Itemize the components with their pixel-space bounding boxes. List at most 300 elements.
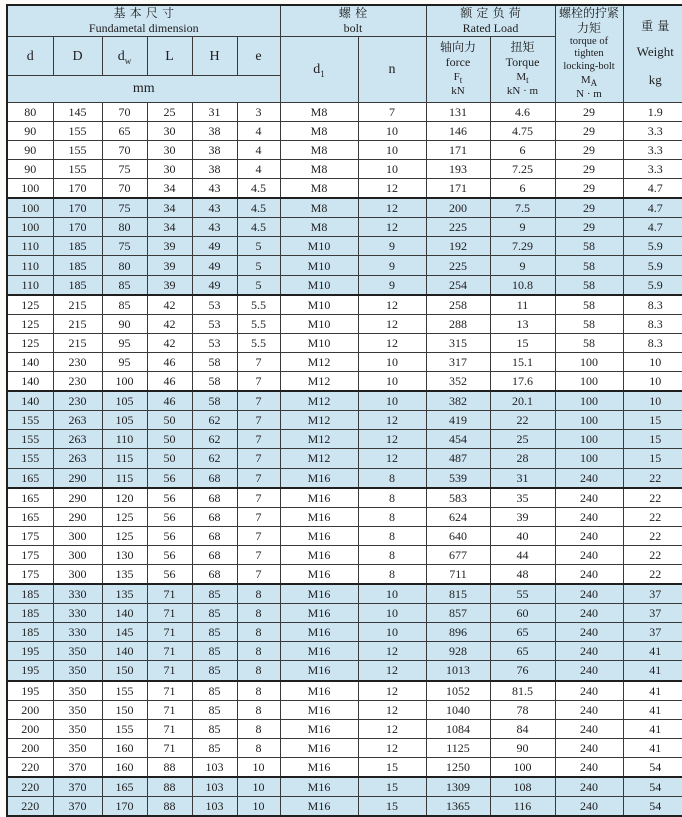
- cell-n: 8: [358, 545, 426, 564]
- header-group-bolt: [280, 5, 426, 37]
- cell-H: 62: [192, 449, 237, 468]
- cell-torque: 22: [490, 411, 555, 430]
- cell-H: 85: [192, 584, 237, 604]
- cell-locking_torque: 240: [555, 797, 623, 817]
- load-title-zh: 额定负荷: [428, 6, 554, 21]
- cell-d: 110: [7, 275, 53, 295]
- cell-locking_torque: 240: [555, 642, 623, 661]
- cell-dw: 70: [102, 140, 147, 159]
- cell-dw: 140: [102, 642, 147, 661]
- cell-n: 8: [358, 468, 426, 488]
- cell-d1: M16: [280, 681, 358, 701]
- table-row: [7, 430, 682, 449]
- cell-d: 175: [7, 526, 53, 545]
- cell-e: 8: [237, 719, 280, 738]
- cell-torque: 7.25: [490, 160, 555, 179]
- cell-e: 8: [237, 642, 280, 661]
- cell-force: 258: [426, 295, 490, 315]
- cell-D: 350: [53, 738, 102, 757]
- cell-dw: 85: [102, 275, 147, 295]
- cell-n: 12: [358, 314, 426, 333]
- cell-torque: 40: [490, 526, 555, 545]
- cell-d1: M16: [280, 777, 358, 797]
- cell-n: 12: [358, 661, 426, 681]
- cell-L: 50: [147, 411, 192, 430]
- cell-L: 88: [147, 797, 192, 817]
- cell-H: 103: [192, 757, 237, 777]
- cell-locking_torque: 240: [555, 757, 623, 777]
- cell-H: 58: [192, 391, 237, 411]
- cell-locking_torque: 100: [555, 449, 623, 468]
- cell-H: 85: [192, 642, 237, 661]
- cell-D: 370: [53, 757, 102, 777]
- cell-d1: M16: [280, 468, 358, 488]
- cell-d: 140: [7, 372, 53, 392]
- cell-d: 165: [7, 507, 53, 526]
- cell-d: 110: [7, 237, 53, 256]
- locking-torque-unit: N · m: [557, 87, 622, 101]
- cell-L: 71: [147, 681, 192, 701]
- cell-L: 34: [147, 179, 192, 199]
- cell-d: 90: [7, 160, 53, 179]
- cell-weight: 3.3: [623, 140, 682, 159]
- cell-force: 193: [426, 160, 490, 179]
- cell-L: 50: [147, 430, 192, 449]
- cell-H: 62: [192, 411, 237, 430]
- header-col-weight: [623, 5, 682, 102]
- cell-n: 8: [358, 507, 426, 526]
- header-unit-mm: mm: [7, 75, 280, 102]
- cell-D: 215: [53, 314, 102, 333]
- cell-locking_torque: 240: [555, 468, 623, 488]
- cell-e: 7: [237, 488, 280, 508]
- cell-locking_torque: 240: [555, 545, 623, 564]
- cell-d: 195: [7, 642, 53, 661]
- cell-H: 85: [192, 604, 237, 623]
- cell-dw: 120: [102, 488, 147, 508]
- force-symbol: $F_t$: [428, 70, 489, 84]
- cell-dw: 150: [102, 661, 147, 681]
- cell-d1: M8: [280, 179, 358, 199]
- cell-d: 165: [7, 468, 53, 488]
- cell-force: 171: [426, 140, 490, 159]
- cell-weight: 41: [623, 661, 682, 681]
- cell-force: 225: [426, 256, 490, 275]
- cell-D: 290: [53, 488, 102, 508]
- cell-L: 56: [147, 488, 192, 508]
- cell-force: 896: [426, 623, 490, 642]
- cell-locking_torque: 240: [555, 777, 623, 797]
- cell-d1: M10: [280, 275, 358, 295]
- header-col-d1: $d_1$: [280, 37, 358, 103]
- cell-locking_torque: 240: [555, 623, 623, 642]
- cell-d1: M16: [280, 700, 358, 719]
- cell-H: 49: [192, 237, 237, 256]
- weight-zh: 重量: [625, 19, 682, 34]
- cell-n: 12: [358, 179, 426, 199]
- cell-d1: M16: [280, 757, 358, 777]
- dimension-title-zh: 基本尺寸: [9, 6, 279, 21]
- cell-locking_torque: 29: [555, 218, 623, 237]
- cell-L: 34: [147, 218, 192, 237]
- table-row: [7, 295, 682, 315]
- cell-L: 56: [147, 526, 192, 545]
- cell-torque: 81.5: [490, 681, 555, 701]
- table-row: [7, 256, 682, 275]
- cell-d: 125: [7, 295, 53, 315]
- cell-L: 71: [147, 642, 192, 661]
- cell-n: 10: [358, 352, 426, 371]
- cell-locking_torque: 240: [555, 564, 623, 584]
- cell-D: 263: [53, 411, 102, 430]
- cell-weight: 22: [623, 545, 682, 564]
- cell-L: 42: [147, 295, 192, 315]
- table-row: [7, 584, 682, 604]
- cell-d1: M16: [280, 507, 358, 526]
- cell-H: 68: [192, 488, 237, 508]
- cell-weight: 41: [623, 719, 682, 738]
- cell-e: 4: [237, 140, 280, 159]
- cell-d: 195: [7, 661, 53, 681]
- torque-symbol: $M_t$: [492, 70, 554, 84]
- cell-L: 34: [147, 198, 192, 218]
- table-row: [7, 179, 682, 199]
- cell-d: 100: [7, 218, 53, 237]
- cell-e: 8: [237, 700, 280, 719]
- cell-d: 155: [7, 449, 53, 468]
- cell-torque: 11: [490, 295, 555, 315]
- cell-L: 56: [147, 545, 192, 564]
- cell-e: 4: [237, 160, 280, 179]
- cell-torque: 65: [490, 623, 555, 642]
- cell-H: 53: [192, 295, 237, 315]
- cell-H: 103: [192, 797, 237, 817]
- table-row: [7, 700, 682, 719]
- cell-D: 330: [53, 584, 102, 604]
- cell-D: 290: [53, 468, 102, 488]
- cell-D: 263: [53, 449, 102, 468]
- cell-n: 12: [358, 218, 426, 237]
- cell-weight: 15: [623, 411, 682, 430]
- cell-locking_torque: 100: [555, 391, 623, 411]
- table-row: [7, 623, 682, 642]
- cell-force: 131: [426, 102, 490, 121]
- cell-e: 8: [237, 584, 280, 604]
- cell-L: 46: [147, 391, 192, 411]
- cell-force: 539: [426, 468, 490, 488]
- table-row: [7, 275, 682, 295]
- cell-L: 39: [147, 237, 192, 256]
- cell-force: 487: [426, 449, 490, 468]
- cell-n: 12: [358, 411, 426, 430]
- cell-d1: M8: [280, 198, 358, 218]
- cell-dw: 70: [102, 179, 147, 199]
- cell-n: 10: [358, 623, 426, 642]
- table-row: [7, 526, 682, 545]
- cell-n: 10: [358, 160, 426, 179]
- cell-D: 170: [53, 179, 102, 199]
- table-row: [7, 333, 682, 352]
- cell-locking_torque: 29: [555, 121, 623, 140]
- cell-H: 62: [192, 430, 237, 449]
- table-row: [7, 218, 682, 237]
- cell-locking_torque: 100: [555, 372, 623, 392]
- cell-L: 46: [147, 372, 192, 392]
- cell-force: 382: [426, 391, 490, 411]
- cell-d: 100: [7, 198, 53, 218]
- cell-locking_torque: 58: [555, 256, 623, 275]
- cell-d: 90: [7, 121, 53, 140]
- cell-H: 68: [192, 564, 237, 584]
- cell-e: 7: [237, 545, 280, 564]
- cell-d1: M16: [280, 488, 358, 508]
- cell-torque: 25: [490, 430, 555, 449]
- cell-torque: 55: [490, 584, 555, 604]
- cell-L: 71: [147, 738, 192, 757]
- cell-d1: M10: [280, 314, 358, 333]
- cell-n: 8: [358, 488, 426, 508]
- cell-n: 9: [358, 256, 426, 275]
- cell-d1: M16: [280, 642, 358, 661]
- table-row: [7, 488, 682, 508]
- table-row: [7, 757, 682, 777]
- cell-n: 12: [358, 333, 426, 352]
- cell-e: 8: [237, 681, 280, 701]
- table-row: [7, 797, 682, 817]
- cell-D: 350: [53, 661, 102, 681]
- cell-force: 171: [426, 179, 490, 199]
- header-col-H: H: [192, 37, 237, 76]
- cell-torque: 9: [490, 218, 555, 237]
- cell-locking_torque: 240: [555, 584, 623, 604]
- cell-force: 315: [426, 333, 490, 352]
- cell-dw: 125: [102, 507, 147, 526]
- cell-weight: 15: [623, 449, 682, 468]
- cell-D: 300: [53, 526, 102, 545]
- cell-d: 175: [7, 564, 53, 584]
- cell-torque: 10.8: [490, 275, 555, 295]
- header-col-force: [426, 37, 490, 103]
- table-row: [7, 237, 682, 256]
- cell-L: 39: [147, 275, 192, 295]
- torque-en: Torque: [492, 55, 554, 69]
- cell-n: 8: [358, 564, 426, 584]
- cell-n: 12: [358, 198, 426, 218]
- cell-locking_torque: 58: [555, 275, 623, 295]
- cell-weight: 5.9: [623, 275, 682, 295]
- cell-D: 170: [53, 198, 102, 218]
- cell-n: 8: [358, 526, 426, 545]
- cell-d: 165: [7, 488, 53, 508]
- cell-weight: 22: [623, 488, 682, 508]
- cell-dw: 130: [102, 545, 147, 564]
- cell-L: 88: [147, 757, 192, 777]
- cell-weight: 4.7: [623, 218, 682, 237]
- cell-d1: M8: [280, 121, 358, 140]
- cell-D: 170: [53, 218, 102, 237]
- force-en: force: [428, 55, 489, 69]
- cell-d1: M16: [280, 738, 358, 757]
- cell-n: 12: [358, 700, 426, 719]
- cell-weight: 10: [623, 391, 682, 411]
- cell-D: 230: [53, 372, 102, 392]
- cell-L: 30: [147, 160, 192, 179]
- cell-torque: 48: [490, 564, 555, 584]
- cell-D: 350: [53, 719, 102, 738]
- cell-D: 185: [53, 237, 102, 256]
- cell-e: 7: [237, 449, 280, 468]
- cell-L: 71: [147, 604, 192, 623]
- cell-H: 43: [192, 218, 237, 237]
- table-body: [7, 102, 682, 816]
- locking-torque-en-line1: torque of: [557, 36, 622, 48]
- cell-H: 58: [192, 372, 237, 392]
- cell-dw: 75: [102, 160, 147, 179]
- cell-n: 10: [358, 584, 426, 604]
- cell-H: 38: [192, 140, 237, 159]
- weight-unit: kg: [625, 72, 682, 89]
- cell-d: 185: [7, 623, 53, 642]
- cell-L: 42: [147, 314, 192, 333]
- cell-dw: 95: [102, 352, 147, 371]
- cell-locking_torque: 240: [555, 488, 623, 508]
- cell-force: 583: [426, 488, 490, 508]
- cell-H: 85: [192, 719, 237, 738]
- cell-force: 419: [426, 411, 490, 430]
- spec-table: [6, 4, 682, 817]
- cell-force: 928: [426, 642, 490, 661]
- cell-d1: M12: [280, 430, 358, 449]
- cell-e: 8: [237, 623, 280, 642]
- cell-D: 330: [53, 623, 102, 642]
- cell-weight: 8.3: [623, 333, 682, 352]
- cell-dw: 95: [102, 333, 147, 352]
- cell-D: 370: [53, 797, 102, 817]
- cell-force: 1250: [426, 757, 490, 777]
- cell-d: 125: [7, 333, 53, 352]
- cell-weight: 3.3: [623, 121, 682, 140]
- cell-dw: 115: [102, 449, 147, 468]
- cell-dw: 110: [102, 430, 147, 449]
- cell-force: 225: [426, 218, 490, 237]
- cell-L: 71: [147, 584, 192, 604]
- cell-weight: 8.3: [623, 295, 682, 315]
- cell-weight: 54: [623, 757, 682, 777]
- cell-locking_torque: 240: [555, 719, 623, 738]
- cell-L: 88: [147, 777, 192, 797]
- cell-D: 215: [53, 333, 102, 352]
- cell-dw: 70: [102, 102, 147, 121]
- cell-locking_torque: 240: [555, 604, 623, 623]
- cell-weight: 41: [623, 700, 682, 719]
- cell-H: 58: [192, 352, 237, 371]
- cell-D: 185: [53, 275, 102, 295]
- cell-weight: 41: [623, 642, 682, 661]
- cell-d1: M8: [280, 218, 358, 237]
- cell-force: 200: [426, 198, 490, 218]
- cell-weight: 54: [623, 797, 682, 817]
- cell-D: 155: [53, 160, 102, 179]
- cell-weight: 1.9: [623, 102, 682, 121]
- cell-dw: 165: [102, 777, 147, 797]
- table-row: [7, 738, 682, 757]
- cell-e: 4.5: [237, 179, 280, 199]
- torque-unit: kN · m: [492, 84, 554, 98]
- cell-dw: 105: [102, 411, 147, 430]
- cell-d1: M12: [280, 449, 358, 468]
- cell-torque: 4.75: [490, 121, 555, 140]
- cell-n: 10: [358, 391, 426, 411]
- cell-d1: M16: [280, 545, 358, 564]
- cell-locking_torque: 100: [555, 352, 623, 371]
- cell-H: 43: [192, 179, 237, 199]
- cell-dw: 65: [102, 121, 147, 140]
- cell-L: 46: [147, 352, 192, 371]
- cell-H: 68: [192, 545, 237, 564]
- cell-d1: M10: [280, 256, 358, 275]
- cell-dw: 155: [102, 681, 147, 701]
- cell-e: 10: [237, 797, 280, 817]
- cell-dw: 85: [102, 295, 147, 315]
- cell-force: 815: [426, 584, 490, 604]
- cell-D: 185: [53, 256, 102, 275]
- cell-d1: M10: [280, 295, 358, 315]
- cell-dw: 125: [102, 526, 147, 545]
- cell-weight: 22: [623, 564, 682, 584]
- weight-en: Weight: [625, 44, 682, 60]
- dimension-title-en: Fundametal dimension: [9, 21, 279, 35]
- cell-D: 350: [53, 642, 102, 661]
- cell-torque: 60: [490, 604, 555, 623]
- cell-H: 68: [192, 526, 237, 545]
- cell-force: 288: [426, 314, 490, 333]
- cell-weight: 3.3: [623, 160, 682, 179]
- cell-e: 7: [237, 507, 280, 526]
- cell-e: 8: [237, 604, 280, 623]
- table-row: [7, 314, 682, 333]
- cell-d: 200: [7, 738, 53, 757]
- cell-L: 71: [147, 661, 192, 681]
- cell-force: 1309: [426, 777, 490, 797]
- cell-dw: 90: [102, 314, 147, 333]
- cell-weight: 54: [623, 777, 682, 797]
- cell-locking_torque: 29: [555, 140, 623, 159]
- cell-weight: 37: [623, 584, 682, 604]
- cell-d: 80: [7, 102, 53, 121]
- cell-locking_torque: 29: [555, 160, 623, 179]
- table-row: [7, 411, 682, 430]
- locking-torque-symbol: $M_A$: [557, 73, 622, 87]
- cell-torque: 116: [490, 797, 555, 817]
- cell-D: 145: [53, 102, 102, 121]
- cell-D: 215: [53, 295, 102, 315]
- cell-torque: 9: [490, 256, 555, 275]
- cell-d1: M16: [280, 797, 358, 817]
- table-row: [7, 777, 682, 797]
- cell-L: 71: [147, 623, 192, 642]
- cell-force: 640: [426, 526, 490, 545]
- cell-force: 352: [426, 372, 490, 392]
- cell-torque: 6: [490, 140, 555, 159]
- bolt-title-zh: 螺栓: [282, 6, 425, 21]
- cell-e: 8: [237, 661, 280, 681]
- cell-dw: 135: [102, 584, 147, 604]
- table-row: [7, 160, 682, 179]
- cell-force: 254: [426, 275, 490, 295]
- cell-force: 192: [426, 237, 490, 256]
- cell-d: 220: [7, 797, 53, 817]
- cell-weight: 37: [623, 623, 682, 642]
